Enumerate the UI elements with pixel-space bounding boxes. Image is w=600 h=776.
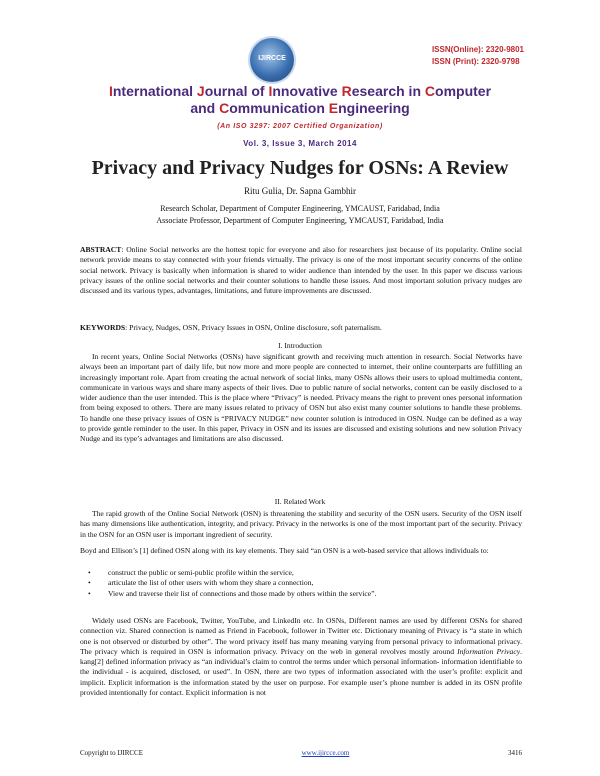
certification-line: (An ISO 3297: 2007 Certified Organization) xyxy=(217,123,383,130)
keywords xyxy=(80,323,522,333)
related-work-paragraph-3: Widely used OSNs are Facebook, Twitter, YouTube, and LinkedIn etc. In OSNs, Different names are used by different OSNs for shared connection viz. Shared connection is named as Friend in Facebook, follower in Twitter etc. Dictionary meaning of Privacy is “a state in which one is not observed or disturbed by other”. The word privacy itself has many meaning varying from personal privacy to informational privacy. The privacy which is required in OSN is information privacy. Privacy on the web in general revolves mostly around Information Privacy. kang[2] defined information privacy as “an individual’s claim to control the terms under which personal information- information identifiable to the individual - is acquired, disclosed, or used”. In OSN, there are two types of information associated with the user’s profile: explicit and implicit. Explicit information is the information stated by the user on purpose. For example user’s phone number is added in its OSN profile provided intentionally for contact. Explicit information is not xyxy=(80,616,522,698)
paper-authors: Ritu Gulia, Dr. Sapna Gambhir xyxy=(244,186,356,196)
section-heading-related-work: II. Related Work xyxy=(274,497,326,506)
list-item: • View and traverse their list of connections and those made by others within the service”. xyxy=(88,589,518,599)
section-heading-introduction: I. Introduction xyxy=(278,341,322,350)
journal-title xyxy=(60,83,540,117)
keywords-text: : Privacy, Nudges, OSN, Privacy Issues in OSN, Online disclosure, soft paternalism. xyxy=(125,323,382,332)
volume-line: Vol. 3, Issue 3, March 2014 xyxy=(243,139,357,148)
affiliation-2: Associate Professor, Department of Computer Engineering, YMCAUST, Faridabad, India xyxy=(156,216,444,225)
issn-block xyxy=(432,44,524,68)
introduction-text: In recent years, Online Social Networks (OSNs) have significant growth and receiving much attention in research. Social Networks have always been an important part of daily life, but now more and more people are connected to internet, their online counterparts are fulfilling an increasingly important role. Apart from creating the actual network of social links, many OSNs allows their users to upload multimedia content, communicate in various ways and share many aspects of their lives. Due to public nature of social networks, content can be easily disclosed to a wider audience than the user intended. This is the place where “Privacy” is needed. Privacy means the right to prevent ones personal information from being exposed to others. There are many issues related to privacy of OSN but also exist many counter solutions to handle these problems. To handle one these privacy issues of OSN is “PRIVACY NUDGE” new counter solution is introduced in OSN. Nudge can be defined as a way to provide gentle reminder to the user. In this paper, Privacy in OSN and its issues are discussed and existing solutions and new solution Privacy Nudge and its type’s advantages and limitations are also discussed. xyxy=(80,352,522,444)
abstract xyxy=(80,245,522,296)
affiliation-1: Research Scholar, Department of Computer Engineering, YMCAUST, Faridabad, India xyxy=(160,204,440,213)
footer-website-link[interactable]: www.ijircce.com xyxy=(301,749,350,757)
list-item: • articulate the list of other users with whom they share a connection, xyxy=(88,578,518,588)
list-item: • construct the public or semi-public profile within the service, xyxy=(88,568,518,578)
paper-title: Privacy and Privacy Nudges for OSNs: A Review xyxy=(91,157,509,179)
keywords-label: KEYWORDS xyxy=(80,323,126,332)
abstract-label: ABSTRACT xyxy=(80,245,122,254)
journal-logo xyxy=(250,38,294,82)
footer-page-number: 3416 xyxy=(507,749,522,757)
osn-elements-list xyxy=(88,568,518,599)
journal-logo-text: IJIRCCE xyxy=(258,55,286,62)
journal-title-line1: International Journal of Innovative Research in Computer xyxy=(108,83,492,99)
related-work-paragraph-1: The rapid growth of the Online Social Network (OSN) is threatening the stability and security of the OSN users. Security of the OSN itself has many dimensions like authentication, integrity, and privacy. Privacy in the networks is one of the most important part of the security. Privacy in the OSN for an OSN user is important ingredient of security. xyxy=(80,509,522,539)
abstract-text: : Online Social networks are the hottest topic for everyone and also for researchers just because of its popularity. Online social network provide means to stay connected with your friends virtually. The privacy is one of the most important security concerns of the online social network. Privacy is basically when information is shared to wider audience than intended by the user. In this paper we discuss various privacy issues of the online social networks and their counter solutions to handle these issues. And most important solution privacy nudges are discussed and its various types, advantages, limitations, and future improvements are discussed. xyxy=(80,245,522,296)
related-work-paragraph-2: Boyd and Ellison’s [1] defined OSN along with its key elements. They said “an OSN is a web-based service that allows individuals to: xyxy=(80,546,489,555)
footer-copyright: Copyright to IJIRCCE xyxy=(80,749,144,757)
issn-online: ISSN(Online): 2320-9801 xyxy=(431,45,524,54)
page-footer xyxy=(80,749,522,757)
issn-print: ISSN (Print): 2320-9798 xyxy=(431,57,520,66)
journal-title-line2: and Communication Engineering xyxy=(190,100,410,116)
